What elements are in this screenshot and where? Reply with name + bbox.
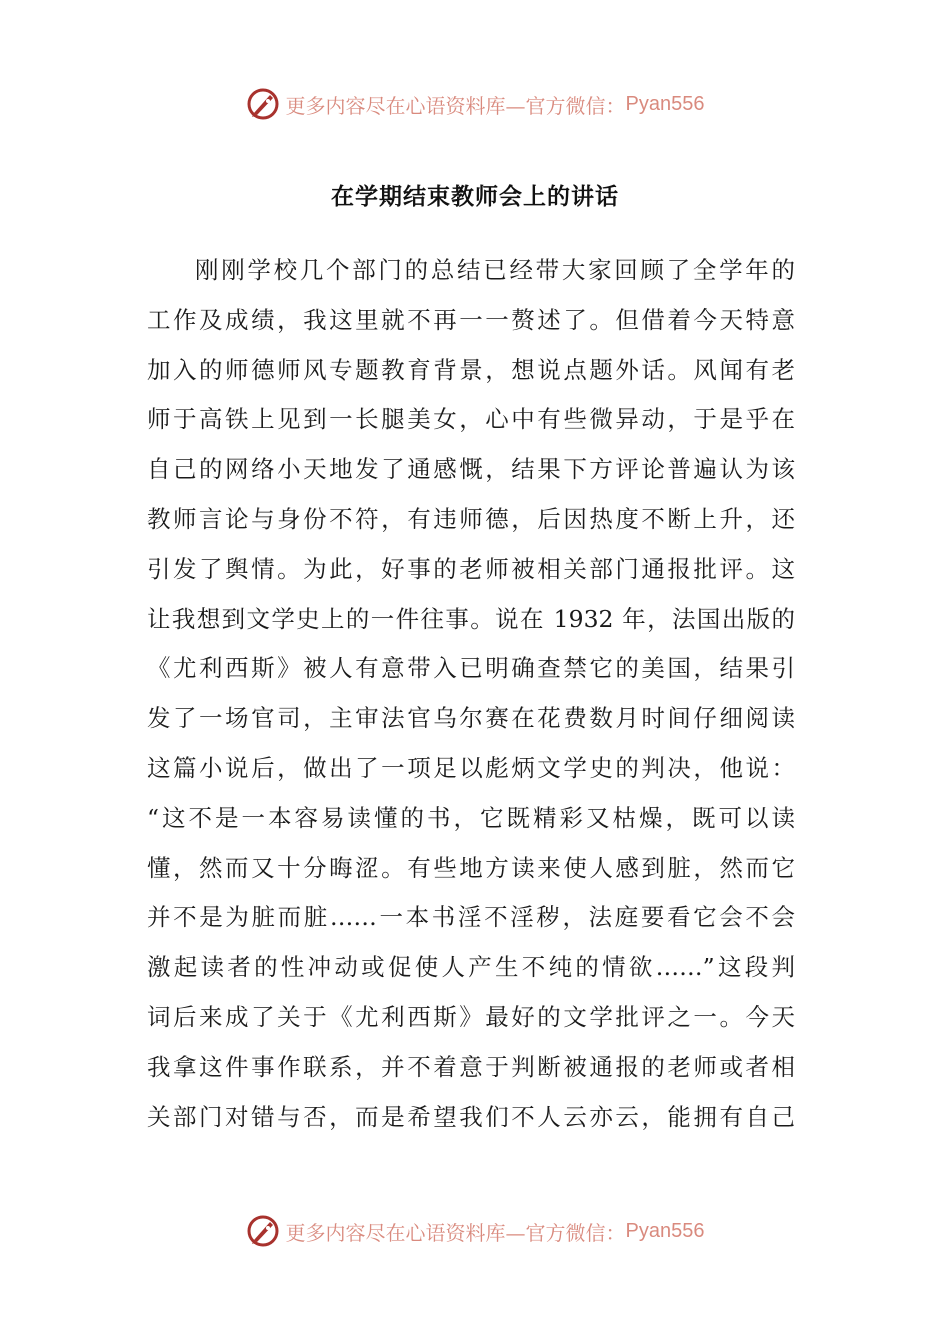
body-line: 懂，然而又十分晦涩。有些地方读来使人感到脏，然而它 xyxy=(147,853,795,882)
body-line: 刚刚学校几个部门的总结已经带大家回顾了全学年的 xyxy=(195,256,795,284)
footer-brand-text: 更多内容尽在心语资料库—官方微信： xyxy=(285,1220,626,1245)
body-line: 我拿这件事作联系，并不着意于判断被通报的老师或者相 xyxy=(147,1052,795,1081)
body-line: 并不是为脏而脏……一本书淫不淫秽，法庭要看它会不会 xyxy=(147,903,795,932)
body-line: 《尤利西斯》被人有意带入已明确查禁它的美国，结果引 xyxy=(147,654,795,683)
body-line: 这篇小说后，做出了一项足以彪炳文学史的判决，他说： xyxy=(147,753,795,782)
body-line: 激起读者的性冲动或促使人产生不纯的情欲……”这段判 xyxy=(147,953,795,982)
header-brand-id: Pyan556 xyxy=(625,92,705,115)
body-line: 词后来成了关于《尤利西斯》最好的文学批评之一。今天 xyxy=(147,1002,795,1031)
body-line: 师于高铁上见到一长腿美女，心中有些微异动，于是乎在 xyxy=(147,405,795,434)
body-line: “这不是一本容易读懂的书，它既精彩又枯燥，既可以读 xyxy=(147,803,795,832)
header-brand-text: 更多内容尽在心语资料库—官方微信： xyxy=(285,93,626,118)
footer-watermark xyxy=(0,1211,950,1251)
body-line: 关部门对错与否，而是希望我们不人云亦云，能拥有自己 xyxy=(147,1102,795,1131)
header-watermark xyxy=(0,84,950,124)
footer-brand-id: Pyan556 xyxy=(625,1219,705,1242)
body-line: 引发了舆情。为此，好事的老师被相关部门通报批评。这 xyxy=(147,554,795,583)
body-line: 自己的网络小天地发了通感慨，结果下方评论普遍认为该 xyxy=(147,455,795,484)
body-line: 教师言论与身份不符，有违师德，后因热度不断上升，还 xyxy=(147,504,795,533)
body-line: 发了一场官司，主审法官乌尔赛在花费数月时间仔细阅读 xyxy=(147,704,795,733)
body-line: 工作及成绩，我这里就不再一一赘述了。但借着今天特意 xyxy=(147,305,795,334)
body-line: 让我想到文学史上的一件往事。说在 1932 年，法国出版的 xyxy=(147,604,795,633)
pen-circle-icon xyxy=(246,87,280,121)
body-line: 加入的师德师风专题教育背景，想说点题外话。风闻有老 xyxy=(147,355,795,384)
document-body xyxy=(147,246,795,1142)
document-title: 在学期结束教师会上的讲话 xyxy=(331,183,619,210)
pen-circle-icon xyxy=(246,1214,280,1248)
